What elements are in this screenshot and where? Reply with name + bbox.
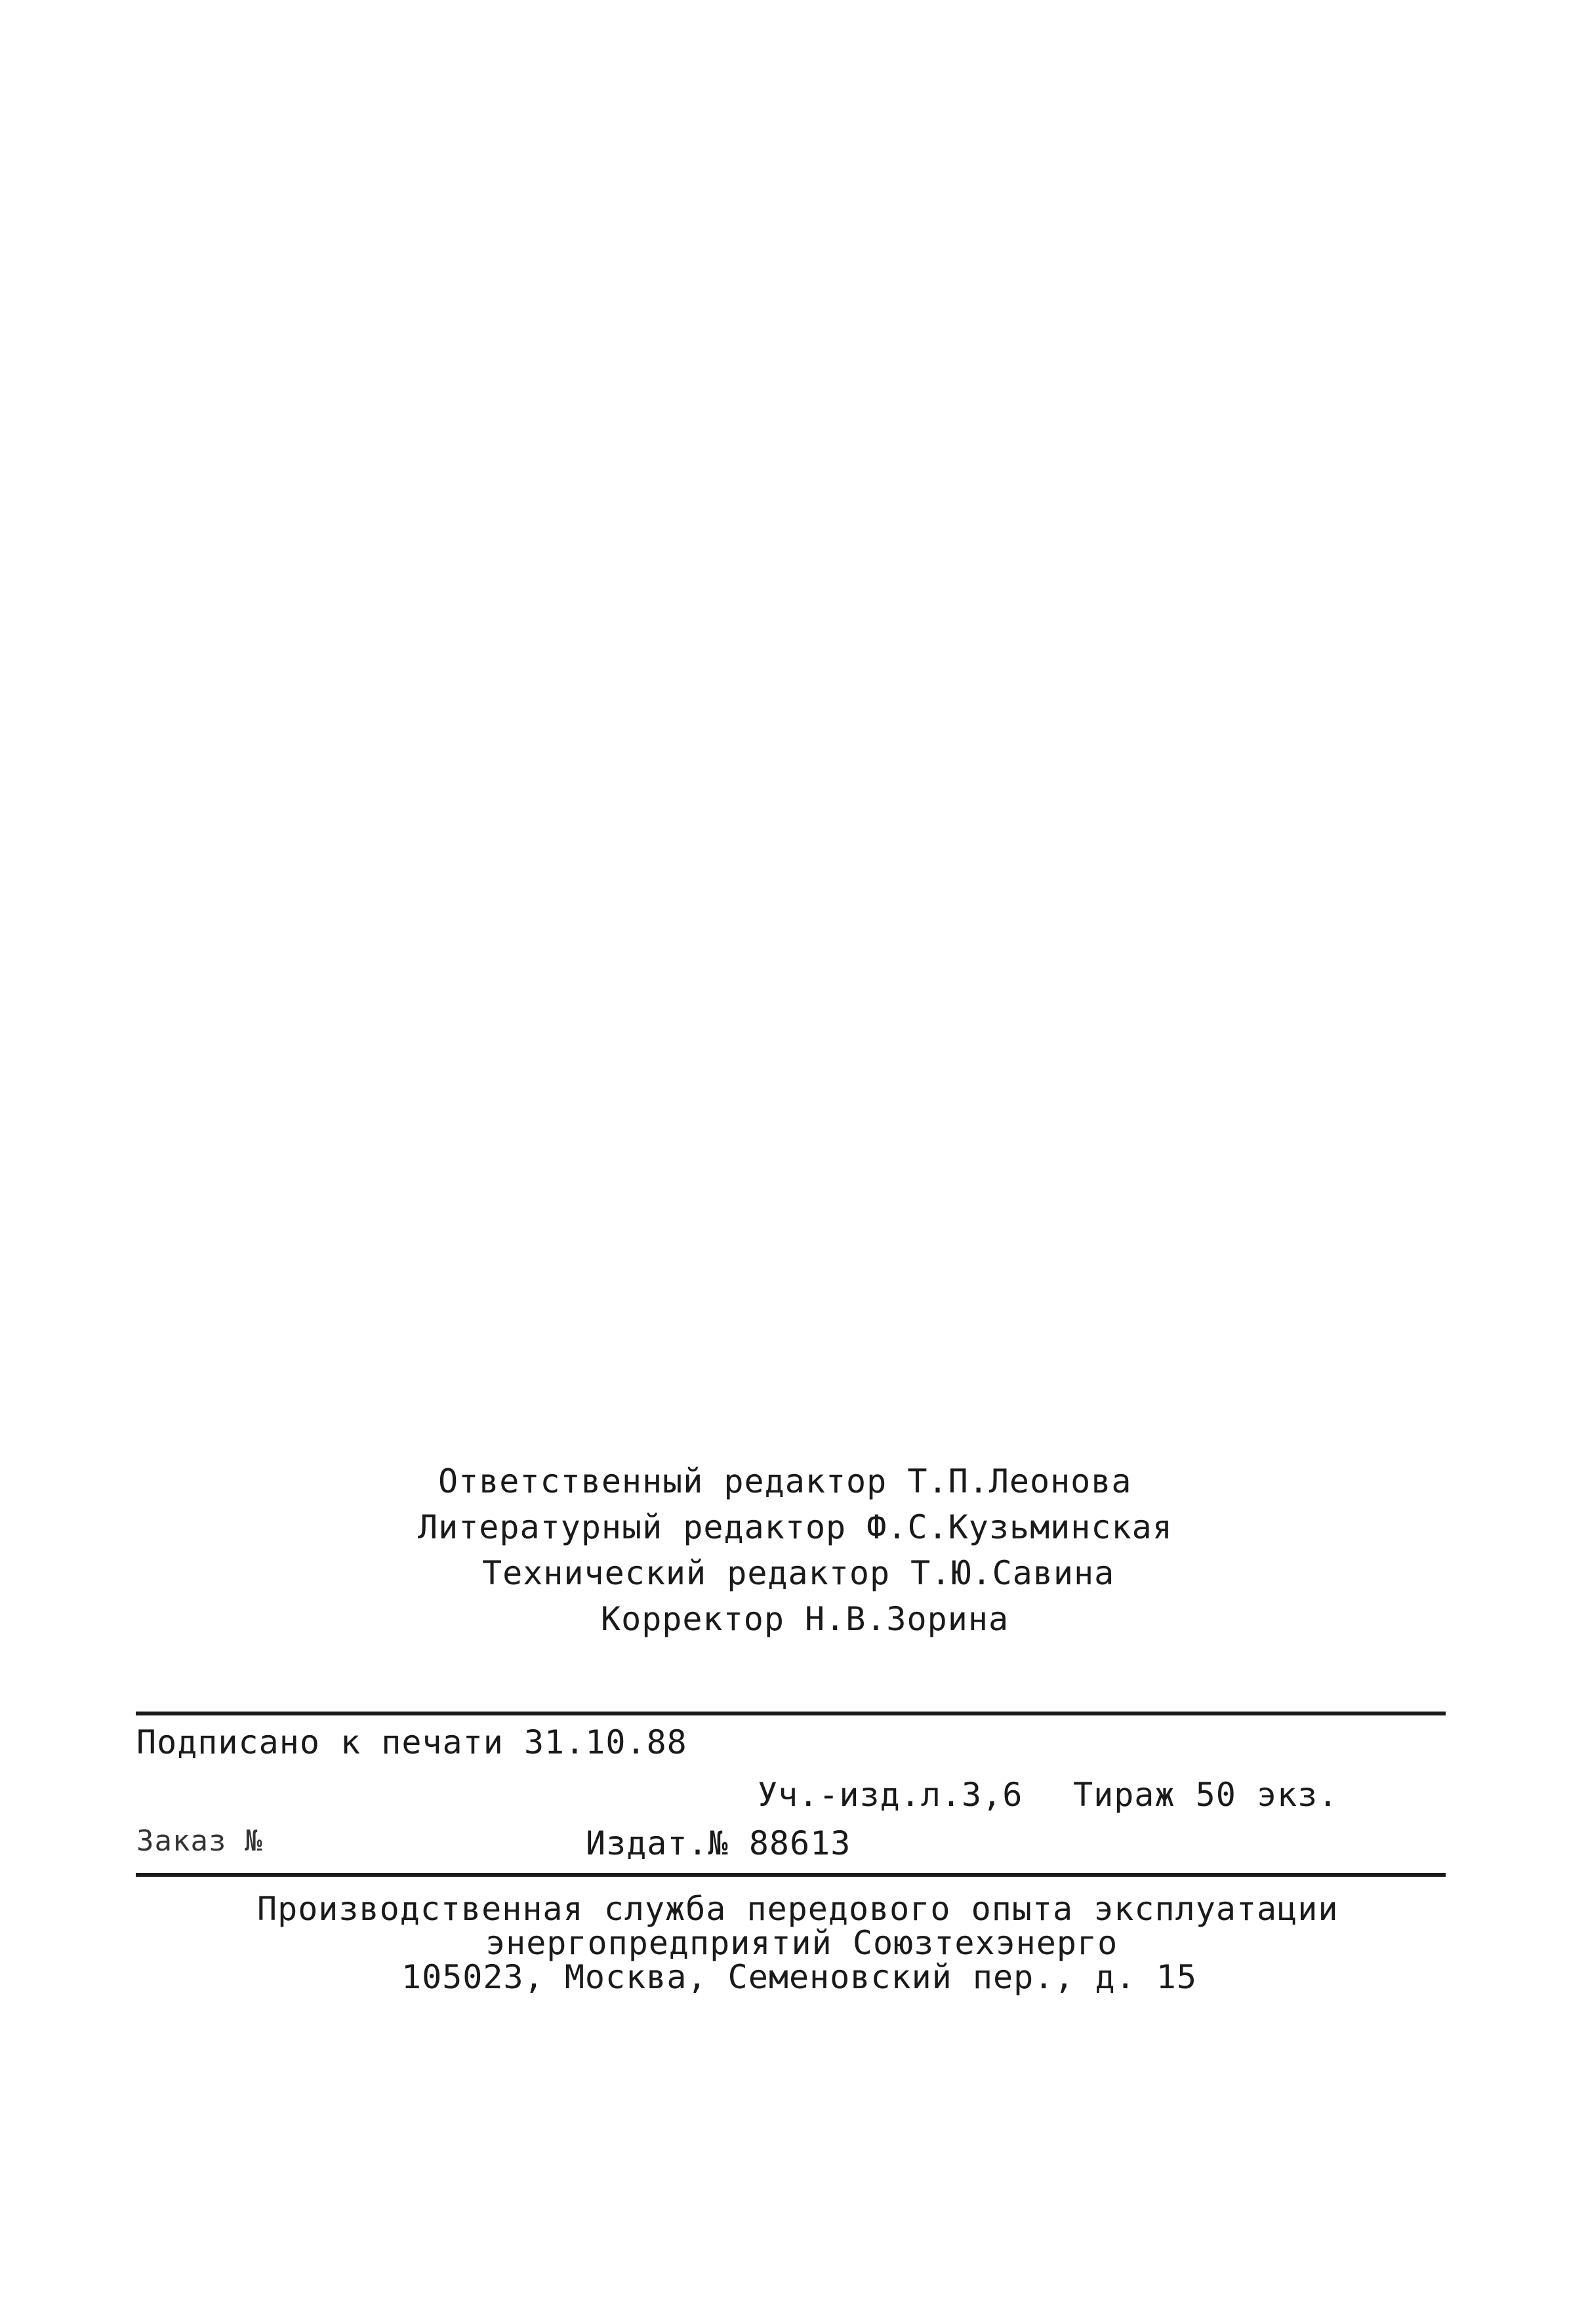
proofreader-line: Корректор Н.В.Зорина — [601, 1600, 1009, 1638]
print-run: Тираж 50 экз. — [1073, 1776, 1339, 1814]
signed-for-print: Подписано к печати 31.10.88 — [136, 1723, 687, 1761]
literary-editor-line: Литературный редактор Ф.С.Кузьминская — [418, 1508, 1173, 1546]
top-divider — [136, 1712, 1446, 1715]
responsible-editor-line: Ответственный редактор Т.П.Леонова — [438, 1462, 1132, 1500]
publisher-address: 105023, Москва, Семеновский пер., д. 15 — [401, 1958, 1197, 1996]
technical-editor-line: Технический редактор Т.Ю.Савина — [482, 1554, 1115, 1592]
order-number: Заказ № — [136, 1824, 263, 1858]
publisher-line-2: энергопредприятий Союзтехэнерго — [485, 1924, 1118, 1962]
publisher-line-1: Производственная служба передового опыта эксплуатации — [257, 1890, 1339, 1928]
edition-number: Издат.№ 88613 — [586, 1824, 851, 1862]
publishing-sheets: Уч.-изд.л.3,6 — [758, 1776, 1023, 1814]
bottom-divider — [136, 1873, 1446, 1877]
